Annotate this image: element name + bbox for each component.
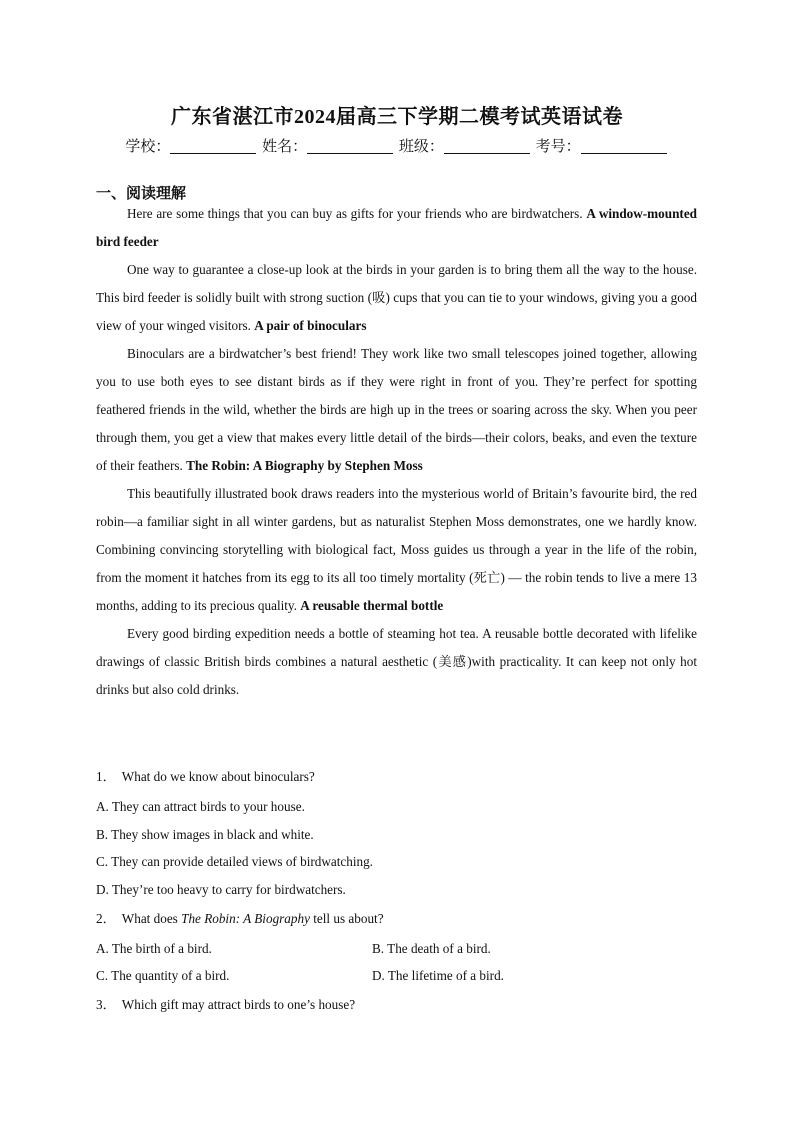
passage-paragraph: [96, 256, 697, 340]
item-heading-bird-feeder: A window-mounted bird feeder: [96, 206, 698, 249]
item-text-thermal-bottle: Every good birding expedition needs a bottle of steaming hot tea. A reusable bottle decorated with lifelike drawings of classic British birds combines a natural aesthetic (美感)with practicality. It can keep not only hot drinks but also cold drinks.: [96, 626, 697, 697]
question-number: 1．: [96, 769, 116, 784]
q2-option-d[interactable]: D. The lifetime of a bird.: [372, 968, 504, 983]
question-text-post: tell us about?: [309, 911, 384, 926]
page-title: 广东省湛江市2024届高三下学期二模考试英语试卷: [171, 106, 623, 128]
question-book-title: The Robin: A Biography: [181, 911, 310, 926]
question-text-pre: What does: [121, 911, 182, 926]
question-text: Which gift may attract birds to one’s house?: [121, 997, 356, 1012]
q1-option-d[interactable]: D. They’re too heavy to carry for birdwatchers.: [96, 882, 346, 897]
passage-intro: Here are some things that you can buy as gifts for your friends who are birdwatchers.: [127, 206, 583, 221]
exam-no-blank[interactable]: [581, 139, 667, 154]
question-text: What do we know about binoculars?: [121, 769, 315, 784]
class-label: 班级：: [398, 139, 444, 155]
item-text-binoculars: Binoculars are a birdwatcher’s best friend! They work like two small telescopes joined together, allowing you to use both eyes to see distant birds as if they were right in front of you. They’re perfect for spotting feathered friends in the wild, whether the birds are high up in the trees or soaring across the sky. When you peer through them, you get a view that makes every little detail of the birds—their colors, beaks, and even the texture of their feathers.: [96, 346, 697, 473]
q1-option-c[interactable]: C. They can provide detailed views of birdwatching.: [96, 854, 373, 869]
q1-option-a[interactable]: A. They can attract birds to your house.: [96, 799, 305, 814]
name-label: 姓名：: [262, 139, 308, 155]
student-info-line: [0, 135, 794, 156]
item-text-bird-feeder: One way to guarantee a close-up look at the birds in your garden is to bring them all the way to the house. This bird feeder is solidly built with strong suction (吸) cups that you can tie to your windows, giving you a good view of your winged visitors.: [96, 262, 697, 333]
passage-paragraph: [96, 340, 697, 480]
name-blank[interactable]: [307, 139, 393, 154]
q2-option-a[interactable]: A. The birth of a bird.: [96, 941, 212, 956]
question-number: 2．: [96, 911, 116, 926]
q2-option-b[interactable]: B. The death of a bird.: [372, 941, 491, 956]
item-heading-thermal-bottle: A reusable thermal bottle: [300, 598, 444, 613]
item-heading-robin-book: The Robin: A Biography by Stephen Moss: [186, 458, 423, 473]
school-blank[interactable]: [170, 139, 256, 154]
passage-paragraph: [96, 480, 697, 620]
passage-paragraph: [96, 620, 697, 704]
question-2-stem: [96, 909, 697, 929]
question-1-stem: [96, 767, 697, 787]
section-heading: 一、阅读理解: [96, 186, 187, 202]
item-heading-binoculars: A pair of binoculars: [254, 318, 367, 333]
question-number: 3．: [96, 997, 116, 1012]
reading-passage: [96, 200, 697, 704]
class-blank[interactable]: [444, 139, 530, 154]
school-label: 学校：: [125, 139, 171, 155]
q2-option-c[interactable]: C. The quantity of a bird.: [96, 968, 230, 983]
item-text-robin-book: This beautifully illustrated book draws readers into the mysterious world of Britain’s favourite bird, the red robin—a familiar sight in all winter gardens, but as naturalist Stephen Moss demonstrates, one we hardly know. Combining convincing storytelling with biological fact, Moss guides us through a year in the life of the robin, from the moment it hatches from its egg to its all too timely mortality (死亡) — the robin tends to live a mere 13 months, adding to its precious quality.: [96, 486, 697, 613]
passage-paragraph: [96, 200, 697, 256]
exam-no-label: 考号：: [535, 139, 581, 155]
question-3-stem: [96, 995, 697, 1015]
q1-option-b[interactable]: B. They show images in black and white.: [96, 827, 314, 842]
